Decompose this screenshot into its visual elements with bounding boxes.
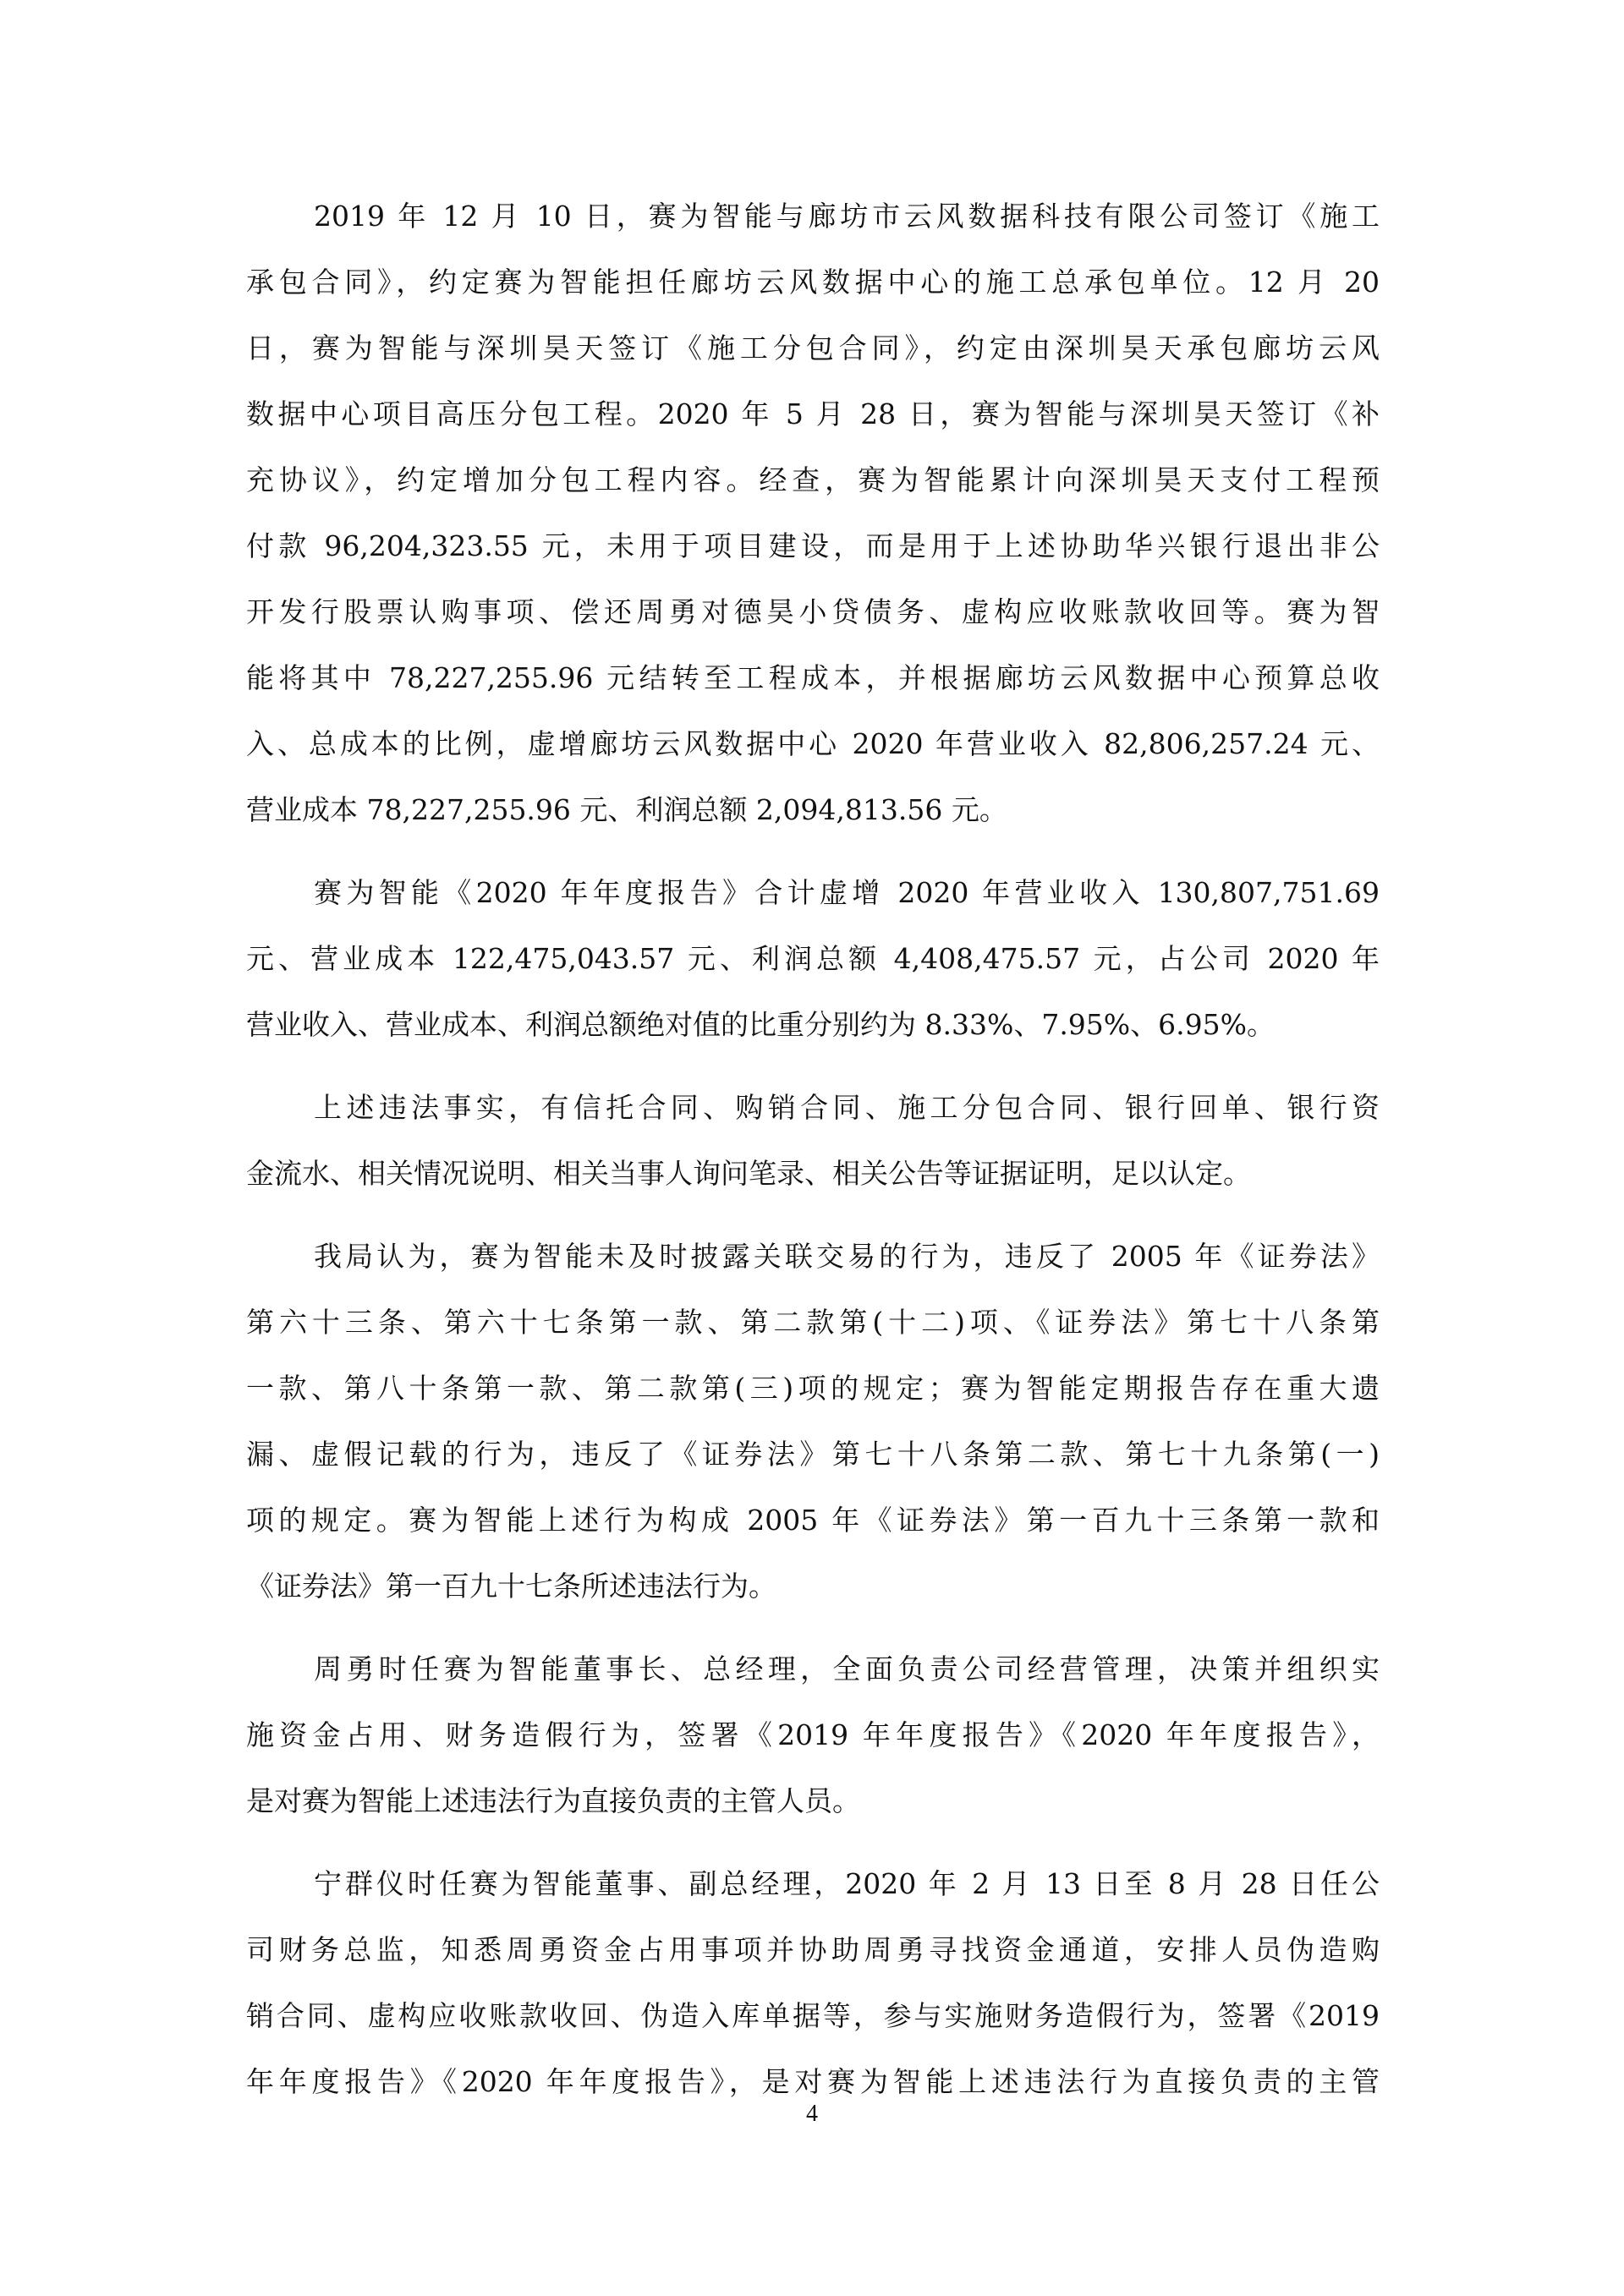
text-line: 数据中心项目高压分包工程。2020 年 5 月 28 日，赛为智能与深圳昊天签订《补: [246, 397, 1380, 430]
text-line: 年年度报告》《2020 年年度报告》，是对赛为智能上述违法行为直接负责的主管: [246, 2065, 1380, 2098]
text-line: 一款、第八十条第一款、第二款第(三)项的规定；赛为智能定期报告存在重大遗: [246, 1372, 1380, 1405]
text-line: 宁群仪时任赛为智能董事、副总经理，2020 年 2 月 13 日至 8 月 28 日任公: [314, 1867, 1380, 1900]
text-line: 第六十三条、第六十七条第一款、第二款第(十二)项、《证券法》第七十八条第: [246, 1306, 1380, 1339]
text-line: 2019 年 12 月 10 日，赛为智能与廊坊市云风数据科技有限公司签订《施工: [314, 200, 1380, 233]
text-line: 金流水、相关情况说明、相关当事人询问笔录、相关公告等证据证明，足以认定。: [246, 1157, 1251, 1190]
text-line: 销合同、虚构应收账款收回、伪造入库单据等，参与实施财务造假行为，签署《2019: [246, 1999, 1380, 2032]
text-line: 充协议》，约定增加分包工程内容。经查，赛为智能累计向深圳昊天支付工程预: [246, 463, 1380, 496]
text-line: 入、总成本的比例，虚增廊坊云风数据中心 2020 年营业收入 82,806,257.24 元、: [246, 727, 1380, 760]
text-line: 开发行股票认购事项、偿还周勇对德昊小贷债务、虚构应收账款收回等。赛为智: [246, 595, 1380, 628]
text-line: 日，赛为智能与深圳昊天签订《施工分包合同》，约定由深圳昊天承包廊坊云风: [246, 332, 1380, 364]
text-line: 周勇时任赛为智能董事长、总经理，全面负责公司经营管理，决策并组织实: [314, 1652, 1380, 1685]
text-line: 付款 96,204,323.55 元，未用于项目建设，而是用于上述协助华兴银行退出非公: [246, 529, 1380, 562]
text-line: 营业成本 78,227,255.96 元、利润总额 2,094,813.56 元。: [246, 793, 1007, 826]
text-line: 项的规定。赛为智能上述行为构成 2005 年《证券法》第一百九十三条第一款和: [246, 1504, 1380, 1537]
text-line: 元、营业成本 122,475,043.57 元、利润总额 4,408,475.57 元，占公司 2020 年: [246, 942, 1380, 975]
text-line: 上述违法事实，有信托合同、购销合同、施工分包合同、银行回单、银行资: [314, 1091, 1380, 1124]
text-line: 我局认为，赛为智能未及时披露关联交易的行为，违反了 2005 年《证券法》: [314, 1240, 1380, 1273]
text-line: 漏、虚假记载的行为，违反了《证券法》第七十八条第二款、第七十九条第(一): [246, 1438, 1380, 1471]
text-line: 赛为智能《2020 年年度报告》合计虚增 2020 年营业收入 130,807,751.69: [314, 876, 1380, 909]
text-line: 承包合同》，约定赛为智能担任廊坊云风数据中心的施工总承包单位。12 月 20: [246, 266, 1380, 299]
text-line: 司财务总监，知悉周勇资金占用事项并协助周勇寻找资金通道，安排人员伪造购: [246, 1933, 1380, 1966]
page-number: 4: [806, 2101, 818, 2127]
text-line: 是对赛为智能上述违法行为直接负责的主管人员。: [246, 1784, 860, 1817]
text-line: 《证券法》第一百九十七条所述违法行为。: [246, 1570, 776, 1603]
text-line: 能将其中 78,227,255.96 元结转至工程成本，并根据廊坊云风数据中心预算总收: [246, 661, 1380, 694]
text-line: 营业收入、营业成本、利润总额绝对值的比重分别约为 8.33%、7.95%、6.95%。: [246, 1008, 1275, 1041]
text-line: 施资金占用、财务造假行为，签署《2019 年年度报告》《2020 年年度报告》，: [246, 1718, 1380, 1751]
